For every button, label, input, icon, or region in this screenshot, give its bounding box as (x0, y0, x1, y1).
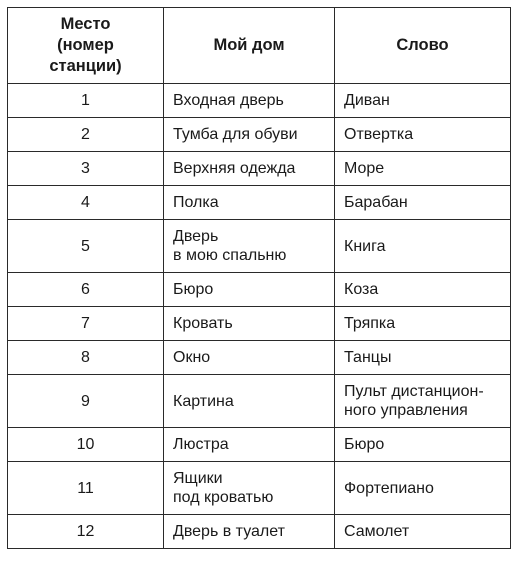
home-location: Дверь в туалет (164, 515, 335, 549)
station-number: 6 (8, 273, 164, 307)
table-row (8, 84, 511, 118)
table-row (8, 375, 511, 428)
table-row (8, 152, 511, 186)
home-location: Картина (164, 375, 335, 428)
home-location: Верхняя одежда (164, 152, 335, 186)
station-number: 4 (8, 186, 164, 220)
word: Фортепиано (335, 462, 511, 515)
header-word: Слово (335, 8, 511, 84)
station-number: 5 (8, 220, 164, 273)
home-location: Люстра (164, 428, 335, 462)
word: Диван (335, 84, 511, 118)
station-number: 1 (8, 84, 164, 118)
home-location: Входная дверь (164, 84, 335, 118)
word: Отвертка (335, 118, 511, 152)
home-location: Дверь в мою спальню (164, 220, 335, 273)
station-number: 11 (8, 462, 164, 515)
header-place: Место (номер станции) (8, 8, 164, 84)
station-number: 7 (8, 307, 164, 341)
word: Бюро (335, 428, 511, 462)
word: Барабан (335, 186, 511, 220)
table-row (8, 186, 511, 220)
table-row (8, 462, 511, 515)
word: Самолет (335, 515, 511, 549)
station-number: 9 (8, 375, 164, 428)
header-my-home: Мой дом (164, 8, 335, 84)
table-row (8, 428, 511, 462)
station-number: 2 (8, 118, 164, 152)
table-row (8, 341, 511, 375)
home-location: Ящики под кроватью (164, 462, 335, 515)
table-row (8, 118, 511, 152)
word: Море (335, 152, 511, 186)
home-location: Полка (164, 186, 335, 220)
station-number: 3 (8, 152, 164, 186)
table-row (8, 220, 511, 273)
table-row (8, 307, 511, 341)
word: Танцы (335, 341, 511, 375)
home-location: Кровать (164, 307, 335, 341)
stations-table (7, 7, 511, 549)
home-location: Тумба для обуви (164, 118, 335, 152)
home-location: Бюро (164, 273, 335, 307)
header-row (8, 8, 511, 84)
word: Книга (335, 220, 511, 273)
station-number: 12 (8, 515, 164, 549)
word: Коза (335, 273, 511, 307)
word: Пульт дистанцион- ного управления (335, 375, 511, 428)
home-location: Окно (164, 341, 335, 375)
table-row (8, 515, 511, 549)
word: Тряпка (335, 307, 511, 341)
station-number: 10 (8, 428, 164, 462)
station-number: 8 (8, 341, 164, 375)
table-row (8, 273, 511, 307)
